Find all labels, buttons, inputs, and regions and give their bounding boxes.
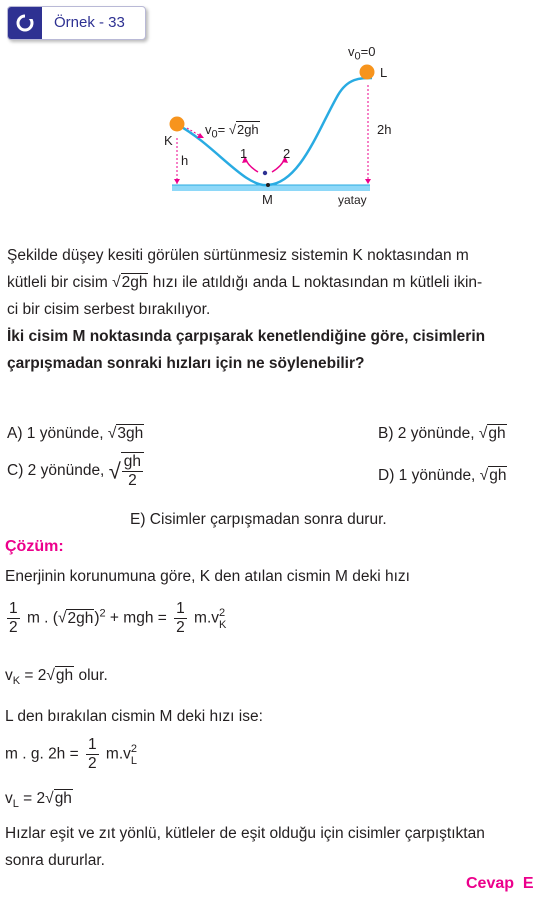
label-v0-K: $v_0= √2gh$	[205, 122, 259, 141]
solution-line-2: L den bırakılan cismin M deki hızı ise:	[5, 708, 263, 725]
option-d: D) 1 yönünde, √gh	[378, 467, 507, 484]
label-M: M	[262, 192, 273, 207]
example-header	[7, 6, 146, 40]
header-icon-box	[8, 7, 42, 39]
solution-line-1: Enerjinin korunumuna göre, K den atılan cismin M deki hızı	[5, 568, 410, 585]
equation-3: m . g. 2h = $\frac{1}{2}$ m.v 2 L	[5, 736, 138, 772]
option-a: A) 1 yönünde, √3gh	[7, 425, 144, 442]
label-h: h	[181, 153, 189, 168]
equation-2: $v_K = 2√gh$ olur.	[5, 667, 108, 688]
equation-4: $v_L = 2√gh$	[5, 790, 72, 811]
question-text: Şekilde düşey kesiti görülen sürtünmesiz sistemin K noktasından m kütleli bir cisim √2gh hızı ile atıldığı anda L noktasından m kütleli ikin- ci bir cisim serbest bırakılıyor. İki cisim M noktasında çarpışarak kenetlendiğine göre, cisimlerin çarpışmadan sonraki hızları için ne söylenebilir?	[7, 247, 486, 372]
option-c: C) 2 yönünde, √ $\frac{gh}{2}$	[7, 452, 147, 490]
option-e: E) Cisimler çarpışmadan sonra durur.	[130, 511, 387, 528]
solution-conclusion: Hızlar eşit ve zıt yönlü, kütleler de eşit olduğu için cisimler çarpıştıktan sonra dururlar.	[5, 825, 485, 869]
physics-diagram: $v_0=0$ L K h 2h $v_0= √2gh$ 1 2 M yatay	[164, 44, 392, 207]
label-dir-2: 2	[283, 146, 291, 161]
refresh-icon	[8, 7, 42, 39]
ball-L	[360, 65, 375, 80]
label-L: L	[380, 65, 388, 80]
label-2h: 2h	[377, 122, 392, 137]
answer-label: Cevap E	[466, 875, 534, 892]
equation-1: $\frac{1}{2}$ m . $(√2gh)^2$ + mgh = $\frac{1}{2}$ m.v 2 K	[9, 600, 227, 636]
label-K: K	[164, 133, 173, 148]
ball-K	[170, 117, 185, 132]
option-b: B) 2 yönünde, √gh	[378, 425, 506, 442]
label-dir-1: 1	[240, 146, 248, 161]
solution-title: Çözüm:	[5, 538, 64, 555]
label-horizontal: yatay	[338, 193, 367, 207]
example-title: Örnek - 33	[54, 14, 125, 31]
